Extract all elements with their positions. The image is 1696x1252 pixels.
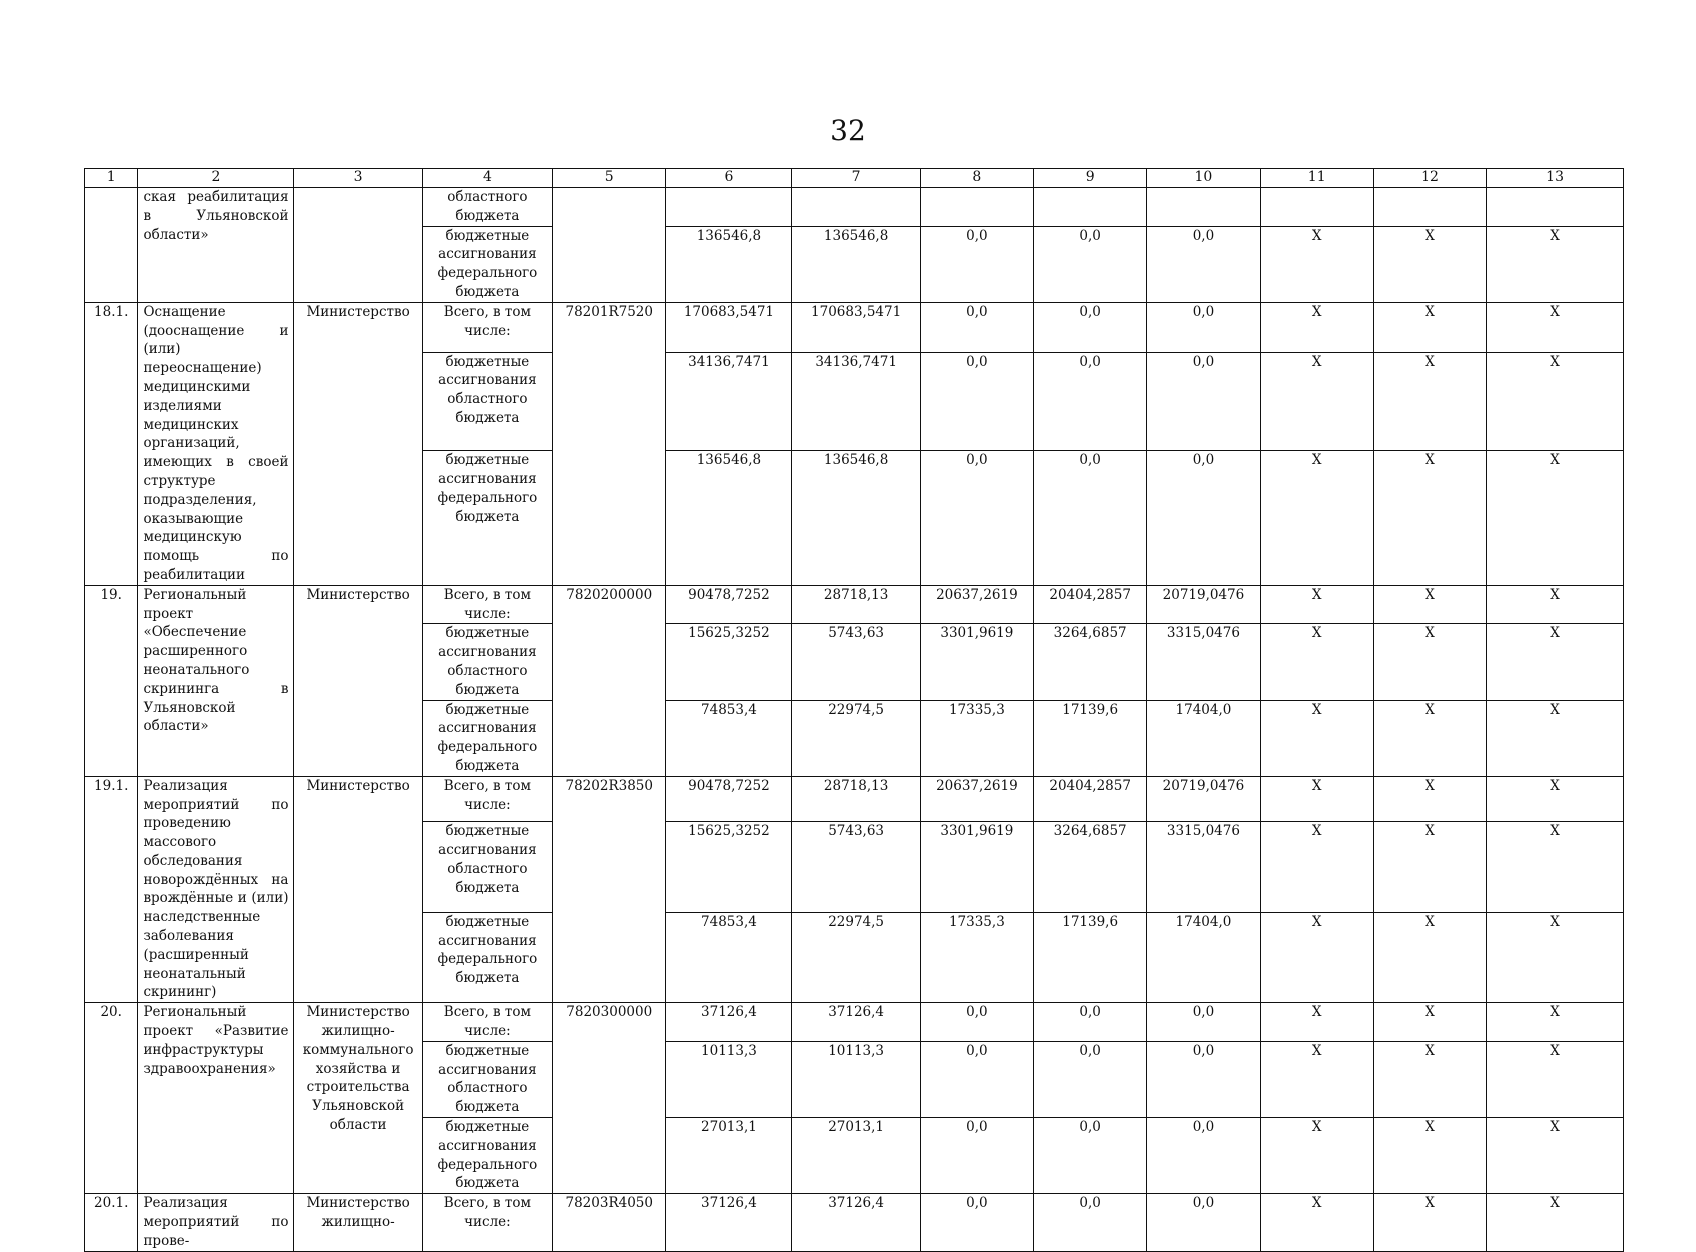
- amount-cell: [1147, 188, 1260, 227]
- amount-cell: 20637,2619: [920, 585, 1033, 624]
- cross-mark-cell: X: [1487, 302, 1624, 352]
- amount-cell: 0,0: [1034, 1118, 1147, 1194]
- amount-cell: 0,0: [1034, 226, 1147, 302]
- funding-source: Всего, в том числе:: [422, 302, 552, 352]
- amount-cell: 0,0: [1147, 1118, 1260, 1194]
- item-name: ская реабилитация в Ульяновской области»: [138, 188, 294, 303]
- column-header: 5: [553, 169, 666, 188]
- column-header: 1: [85, 169, 138, 188]
- amount-cell: 17404,0: [1147, 912, 1260, 1002]
- item-executor: Министерство жилищно-: [294, 1194, 422, 1251]
- amount-cell: 17335,3: [920, 700, 1033, 776]
- amount-cell: 0,0: [1034, 352, 1147, 451]
- column-header: 10: [1147, 169, 1260, 188]
- cross-mark-cell: X: [1373, 451, 1486, 586]
- funding-source: бюджетные ассигнования федерального бюджета: [422, 226, 552, 302]
- amount-cell: 0,0: [1034, 1041, 1147, 1117]
- column-number-row: [85, 169, 1624, 188]
- amount-cell: 10113,3: [792, 1041, 920, 1117]
- amount-cell: [1034, 188, 1147, 227]
- table-row: [85, 188, 1624, 227]
- amount-cell: [666, 188, 792, 227]
- table-row: [85, 1194, 1624, 1251]
- cross-mark-cell: X: [1373, 1118, 1486, 1194]
- amount-cell: 0,0: [1147, 1003, 1260, 1042]
- item-executor: Министерство жилищно-коммунального хозяйства и строительства Ульяновской области: [294, 1003, 422, 1194]
- amount-cell: 0,0: [1034, 302, 1147, 352]
- amount-cell: 0,0: [1034, 451, 1147, 586]
- cross-mark-cell: X: [1373, 1041, 1486, 1117]
- amount-cell: 15625,3252: [666, 624, 792, 700]
- amount-cell: 17139,6: [1034, 912, 1147, 1002]
- item-name: Региональный проект «Развитие инфраструктуры здравоохранения»: [138, 1003, 294, 1194]
- funding-source: бюджетные ассигнования областного бюджета: [422, 1041, 552, 1117]
- amount-cell: 22974,5: [792, 700, 920, 776]
- amount-cell: 27013,1: [792, 1118, 920, 1194]
- funding-source: бюджетные ассигнования федерального бюджета: [422, 451, 552, 586]
- cross-mark-cell: X: [1260, 226, 1373, 302]
- amount-cell: 3315,0476: [1147, 822, 1260, 912]
- funding-source: Всего, в том числе:: [422, 1003, 552, 1042]
- cross-mark-cell: X: [1373, 776, 1486, 822]
- column-header: 12: [1373, 169, 1486, 188]
- amount-cell: 0,0: [920, 226, 1033, 302]
- amount-cell: 3264,6857: [1034, 822, 1147, 912]
- amount-cell: 5743,63: [792, 624, 920, 700]
- item-executor: Министерство: [294, 302, 422, 585]
- amount-cell: 0,0: [1034, 1003, 1147, 1042]
- cross-mark-cell: X: [1373, 226, 1486, 302]
- amount-cell: 170683,5471: [792, 302, 920, 352]
- cross-mark-cell: X: [1373, 302, 1486, 352]
- item-name: Реализация мероприятий по проведению массового обследования новорождённых на врождённые и (или) наследственные заболевания (расширенный неонатальный скрининг): [138, 776, 294, 1003]
- cross-mark-cell: [1373, 188, 1486, 227]
- funding-source: Всего, в том числе:: [422, 1194, 552, 1251]
- amount-cell: 74853,4: [666, 912, 792, 1002]
- cross-mark-cell: X: [1373, 700, 1486, 776]
- amount-cell: 3315,0476: [1147, 624, 1260, 700]
- amount-cell: 17335,3: [920, 912, 1033, 1002]
- cross-mark-cell: X: [1260, 822, 1373, 912]
- budget-code: [553, 188, 666, 303]
- amount-cell: 0,0: [1147, 226, 1260, 302]
- cross-mark-cell: X: [1373, 624, 1486, 700]
- column-header: 7: [792, 169, 920, 188]
- amount-cell: 20719,0476: [1147, 776, 1260, 822]
- amount-cell: [920, 188, 1033, 227]
- amount-cell: 20637,2619: [920, 776, 1033, 822]
- amount-cell: 22974,5: [792, 912, 920, 1002]
- cross-mark-cell: X: [1260, 1118, 1373, 1194]
- funding-source: бюджетные ассигнования федерального бюджета: [422, 1118, 552, 1194]
- cross-mark-cell: X: [1260, 1194, 1373, 1251]
- item-name: Оснащение (дооснащение и (или) переоснащение) медицинскими изделиями медицинских организаций, имеющих в своей структуре подразделения, оказывающие медицинскую помощь по реабилитации: [138, 302, 294, 585]
- item-executor: [294, 188, 422, 303]
- column-header: 4: [422, 169, 552, 188]
- amount-cell: 0,0: [1147, 352, 1260, 451]
- item-name: Региональный проект «Обеспечение расширенного неонатального скрининга в Ульяновской области»: [138, 585, 294, 776]
- table-row: [85, 776, 1624, 822]
- amount-cell: 136546,8: [666, 226, 792, 302]
- cross-mark-cell: X: [1487, 451, 1624, 586]
- funding-source: Всего, в том числе:: [422, 776, 552, 822]
- amount-cell: 17404,0: [1147, 700, 1260, 776]
- amount-cell: 34136,7471: [792, 352, 920, 451]
- cross-mark-cell: [1260, 188, 1373, 227]
- cross-mark-cell: X: [1487, 700, 1624, 776]
- column-header: 6: [666, 169, 792, 188]
- funding-source: областного бюджета: [422, 188, 552, 227]
- cross-mark-cell: X: [1373, 822, 1486, 912]
- amount-cell: 0,0: [1147, 1041, 1260, 1117]
- amount-cell: 15625,3252: [666, 822, 792, 912]
- cross-mark-cell: X: [1373, 352, 1486, 451]
- column-header: 9: [1034, 169, 1147, 188]
- item-number: 20.1.: [85, 1194, 138, 1251]
- amount-cell: 20719,0476: [1147, 585, 1260, 624]
- amount-cell: 0,0: [1147, 302, 1260, 352]
- cross-mark-cell: X: [1260, 624, 1373, 700]
- cross-mark-cell: X: [1373, 1194, 1486, 1251]
- amount-cell: 3301,9619: [920, 822, 1033, 912]
- item-number: 18.1.: [85, 302, 138, 585]
- amount-cell: 90478,7252: [666, 585, 792, 624]
- amount-cell: 3264,6857: [1034, 624, 1147, 700]
- amount-cell: 0,0: [920, 1194, 1033, 1251]
- cross-mark-cell: X: [1260, 1041, 1373, 1117]
- cross-mark-cell: X: [1260, 776, 1373, 822]
- column-header: 11: [1260, 169, 1373, 188]
- amount-cell: 0,0: [1147, 1194, 1260, 1251]
- cross-mark-cell: X: [1260, 451, 1373, 586]
- amount-cell: 34136,7471: [666, 352, 792, 451]
- cross-mark-cell: X: [1260, 1003, 1373, 1042]
- cross-mark-cell: X: [1487, 912, 1624, 1002]
- cross-mark-cell: X: [1260, 912, 1373, 1002]
- amount-cell: 10113,3: [666, 1041, 792, 1117]
- budget-code: 7820300000: [553, 1003, 666, 1194]
- budget-code: 7820200000: [553, 585, 666, 776]
- amount-cell: 0,0: [1147, 451, 1260, 586]
- amount-cell: 0,0: [920, 352, 1033, 451]
- column-header: 13: [1487, 169, 1624, 188]
- amount-cell: 136546,8: [666, 451, 792, 586]
- funding-source: бюджетные ассигнования областного бюджета: [422, 624, 552, 700]
- cross-mark-cell: X: [1260, 302, 1373, 352]
- table-row: [85, 302, 1624, 352]
- amount-cell: 37126,4: [666, 1003, 792, 1042]
- amount-cell: 27013,1: [666, 1118, 792, 1194]
- budget-code: 78202R3850: [553, 776, 666, 1003]
- item-number: 19.1.: [85, 776, 138, 1003]
- amount-cell: 136546,8: [792, 226, 920, 302]
- cross-mark-cell: X: [1487, 624, 1624, 700]
- amount-cell: 37126,4: [792, 1003, 920, 1042]
- item-executor: Министерство: [294, 776, 422, 1003]
- column-header: 3: [294, 169, 422, 188]
- amount-cell: 0,0: [920, 1003, 1033, 1042]
- amount-cell: 0,0: [1034, 1194, 1147, 1251]
- cross-mark-cell: X: [1487, 822, 1624, 912]
- amount-cell: 90478,7252: [666, 776, 792, 822]
- cross-mark-cell: X: [1487, 1194, 1624, 1251]
- amount-cell: 17139,6: [1034, 700, 1147, 776]
- amount-cell: 0,0: [920, 1118, 1033, 1194]
- funding-source: бюджетные ассигнования областного бюджета: [422, 352, 552, 451]
- table-row: [85, 585, 1624, 624]
- cross-mark-cell: X: [1260, 700, 1373, 776]
- funding-source: Всего, в том числе:: [422, 585, 552, 624]
- cross-mark-cell: X: [1260, 585, 1373, 624]
- amount-cell: 5743,63: [792, 822, 920, 912]
- item-number: 20.: [85, 1003, 138, 1194]
- cross-mark-cell: X: [1373, 912, 1486, 1002]
- amount-cell: 28718,13: [792, 585, 920, 624]
- budget-code: 78203R4050: [553, 1194, 666, 1251]
- item-number: 19.: [85, 585, 138, 776]
- column-header: 2: [138, 169, 294, 188]
- amount-cell: 20404,2857: [1034, 585, 1147, 624]
- cross-mark-cell: X: [1487, 1003, 1624, 1042]
- amount-cell: 74853,4: [666, 700, 792, 776]
- funding-source: бюджетные ассигнования областного бюджета: [422, 822, 552, 912]
- table-row: [85, 1003, 1624, 1042]
- budget-table: [84, 168, 1624, 1252]
- amount-cell: 0,0: [920, 302, 1033, 352]
- item-name: Реализация мероприятий по прове-: [138, 1194, 294, 1251]
- cross-mark-cell: X: [1373, 1003, 1486, 1042]
- amount-cell: 28718,13: [792, 776, 920, 822]
- cross-mark-cell: X: [1487, 585, 1624, 624]
- cross-mark-cell: X: [1487, 1041, 1624, 1117]
- budget-code: 78201R7520: [553, 302, 666, 585]
- item-executor: Министерство: [294, 585, 422, 776]
- cross-mark-cell: X: [1487, 352, 1624, 451]
- amount-cell: 20404,2857: [1034, 776, 1147, 822]
- funding-source: бюджетные ассигнования федерального бюджета: [422, 700, 552, 776]
- amount-cell: 37126,4: [792, 1194, 920, 1251]
- cross-mark-cell: X: [1373, 585, 1486, 624]
- amount-cell: 37126,4: [666, 1194, 792, 1251]
- cross-mark-cell: X: [1260, 352, 1373, 451]
- amount-cell: 0,0: [920, 1041, 1033, 1117]
- amount-cell: 3301,9619: [920, 624, 1033, 700]
- item-number: [85, 188, 138, 303]
- amount-cell: 136546,8: [792, 451, 920, 586]
- amount-cell: 170683,5471: [666, 302, 792, 352]
- amount-cell: 0,0: [920, 451, 1033, 586]
- cross-mark-cell: X: [1487, 776, 1624, 822]
- cross-mark-cell: X: [1487, 226, 1624, 302]
- page-number: 32: [830, 114, 866, 147]
- cross-mark-cell: X: [1487, 1118, 1624, 1194]
- amount-cell: [792, 188, 920, 227]
- funding-source: бюджетные ассигнования федерального бюджета: [422, 912, 552, 1002]
- column-header: 8: [920, 169, 1033, 188]
- cross-mark-cell: [1487, 188, 1624, 227]
